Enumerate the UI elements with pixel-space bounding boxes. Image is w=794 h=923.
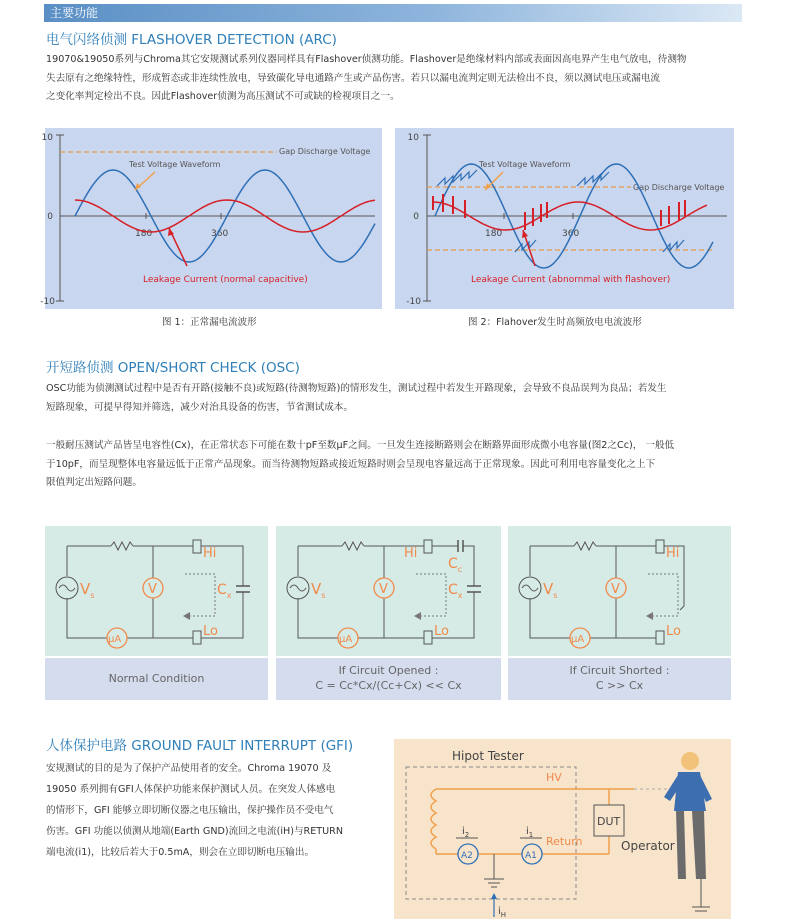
ammeter-label: µA bbox=[339, 634, 353, 645]
fig2-y-bot: -10 bbox=[406, 297, 421, 307]
gfi-line-1: 安规测试的目的是为了保护产品使用者的安全。Chroma 19070 及 bbox=[46, 763, 332, 774]
figure-2-caption: 图 2：Flahover发生时高频放电电流波形 bbox=[468, 317, 642, 328]
circuit-normal-diagram bbox=[45, 526, 268, 656]
circuit-shorted-diagram bbox=[508, 526, 731, 656]
voltmeter-label: V bbox=[148, 582, 157, 597]
current-i2-label: $i_2$ bbox=[462, 826, 470, 839]
fig2-leak-label: Leakage Current (abnornmal with flashover) bbox=[471, 275, 671, 285]
operator-figure-icon bbox=[664, 752, 712, 911]
label-shorted-line-2: C >> Cx bbox=[595, 679, 644, 692]
figure-1-panel bbox=[40, 128, 382, 309]
section-header-title: 主要功能 bbox=[50, 6, 99, 20]
vs-label: $V_s$ bbox=[311, 580, 326, 600]
fig1-y-mid: 0 bbox=[47, 212, 53, 222]
fig2-flashover-bars bbox=[433, 194, 685, 230]
vs-label: $V_s$ bbox=[80, 580, 95, 600]
label-opened-panel bbox=[276, 658, 501, 700]
current-flow-arrowhead bbox=[646, 612, 653, 620]
figure-1-caption: 图 1：正常漏电流波形 bbox=[162, 317, 257, 328]
gfi-line-4: 伤害。GFI 功能以侦测从地端(Earth GND)流回之电流(iH)与RETURN bbox=[46, 826, 344, 837]
hi-label: Hi bbox=[203, 546, 217, 561]
fig2-gap-label: Gap Discharge Voltage bbox=[633, 183, 725, 192]
osc-p1-line-1: OSC功能为侦测测试过程中是否有开路(接触不良)或短路(待测物短路)的情形发生，测试过程中若发生开路现象，会导致不良品误判为良品；若发生 bbox=[46, 383, 667, 394]
circuit-shorted-panel bbox=[508, 526, 731, 656]
fig2-spikes-1 bbox=[437, 170, 477, 186]
current-flow-path bbox=[416, 574, 446, 616]
label-shorted-panel bbox=[508, 658, 731, 700]
hv-label: HV bbox=[546, 771, 562, 784]
fig1-y-top: 10 bbox=[41, 133, 53, 143]
lo-label: Lo bbox=[203, 624, 218, 639]
circuit-opened-panel bbox=[276, 526, 501, 656]
voltmeter-label: V bbox=[379, 582, 388, 597]
hipot-tester-label: Hipot Tester bbox=[452, 749, 524, 763]
fig1-y-bot: -10 bbox=[40, 297, 55, 307]
arc-line-3: 之变化率判定检出不良。因此Flashover侦测为高压测试不可或缺的检视项目之一。 bbox=[46, 91, 400, 102]
hi-terminal-icon bbox=[656, 540, 664, 553]
figure-2-panel bbox=[395, 128, 734, 309]
gfi-line-2: 19050 系列拥有GFI人体保护功能来保护测试人员。在突发人体感电 bbox=[46, 784, 336, 795]
lo-label: Lo bbox=[434, 624, 449, 639]
fig2-y-mid: 0 bbox=[413, 212, 419, 222]
osc-p2-line-3: 限值判定出短路问题。 bbox=[46, 477, 142, 488]
gfi-line-3: 的情形下，GFI 能够立即切断仪器之电压输出，保护操作员不受电气 bbox=[46, 805, 334, 816]
cc-label: $C_c$ bbox=[448, 556, 463, 574]
ammeter-a2-label: A2 bbox=[461, 851, 473, 861]
fig1-wave-label: Test Voltage Waveform bbox=[129, 160, 221, 169]
ammeter-a1-label: A1 bbox=[525, 851, 537, 861]
dut-label: DUT bbox=[597, 815, 621, 828]
transformer-coil-icon bbox=[431, 789, 436, 849]
fig2-y-top: 10 bbox=[407, 133, 419, 143]
ground-icon bbox=[484, 879, 504, 887]
hi-terminal-icon bbox=[193, 540, 201, 553]
fig2-leak-arrowhead bbox=[522, 230, 528, 238]
cx-label: $C_x$ bbox=[217, 582, 232, 600]
osc-p2-line-2: 于10pF，而呈现整体电容量远低于正常产品现象。而当待测物短路或接近短路时则会呈现电容量远高于正常现象。因此可利用电容量变化之上下 bbox=[46, 458, 656, 470]
lo-terminal-icon bbox=[656, 631, 664, 644]
return-label: Return bbox=[546, 835, 583, 848]
current-i1-label: $i_1$ bbox=[526, 826, 534, 839]
current-flow-path bbox=[648, 574, 678, 616]
fig1-leak-label: Leakage Current (normal capacitive) bbox=[143, 275, 308, 285]
current-flow-arrowhead bbox=[414, 612, 421, 620]
arc-line-2: 失去原有之绝缘特性，形成暂态或非连续性放电，导致碳化导电通路产生或产品伤害。若只以漏电流判定则无法检出不良，须以测试电压或漏电流 bbox=[46, 72, 660, 84]
osc-paragraph-2 bbox=[46, 437, 746, 493]
cx-label: $C_x$ bbox=[448, 582, 463, 600]
label-opened-line-1: If Circuit Opened : bbox=[338, 664, 439, 677]
osc-paragraph-1 bbox=[46, 380, 746, 417]
current-flow-arrowhead bbox=[183, 612, 190, 620]
lo-terminal-icon bbox=[193, 631, 201, 644]
osc-section-title: 开短路侦测 OPEN/SHORT CHECK (OSC) bbox=[46, 360, 300, 376]
lo-label: Lo bbox=[666, 624, 681, 639]
label-normal-panel bbox=[45, 658, 268, 700]
circuit-normal-panel bbox=[45, 526, 268, 656]
gfi-line-5: 端电流(i1)，比较后若大于0.5mA，则会在立即切断电压输出。 bbox=[46, 847, 315, 858]
fig2-x-360: 360 bbox=[562, 229, 580, 239]
arc-section-title: 电气闪络侦测 FLASHOVER DETECTION (ARC) bbox=[46, 32, 337, 48]
fig1-leak-arrowhead bbox=[168, 228, 174, 236]
gfi-section-title: 人体保护电路 GROUND FAULT INTERRUPT (GFI) bbox=[46, 738, 354, 754]
figure-2-chart bbox=[395, 128, 734, 309]
circuit-opened-diagram bbox=[276, 526, 501, 656]
fig1-x-180: 180 bbox=[135, 229, 153, 239]
osc-p1-line-2: 短路现象，可提早得知并筛选，减少对治具设备的伤害，节省测试成本。 bbox=[46, 401, 353, 413]
operator-label: Operator bbox=[621, 839, 675, 853]
fig2-spikes-2 bbox=[577, 172, 609, 186]
fig1-wave-arrowhead bbox=[135, 183, 141, 190]
figure-1-chart bbox=[40, 128, 382, 309]
label-opened-line-2: C = Cc*Cx/(Cc+Cx) << Cx bbox=[315, 679, 462, 692]
current-flow-path bbox=[185, 574, 215, 616]
gfi-diagram-panel bbox=[394, 739, 731, 919]
vs-label: $V_s$ bbox=[543, 580, 558, 600]
current-ih-label: $i_H$ bbox=[498, 906, 507, 919]
hi-label: Hi bbox=[404, 546, 418, 561]
hi-label: Hi bbox=[666, 546, 680, 561]
label-normal: Normal Condition bbox=[108, 672, 205, 685]
fig2-x-180: 180 bbox=[485, 229, 503, 239]
fig1-x-360: 360 bbox=[211, 229, 229, 239]
voltmeter-label: V bbox=[611, 582, 620, 597]
arc-line-1: 19070&19050系列与Chroma其它安规测试系列仪器同样具有Flashover侦测功能。Flashover是绝缘材料内部或表面因高电界产生电气放电，待测物 bbox=[46, 54, 687, 65]
hi-terminal-icon bbox=[424, 540, 432, 553]
gfi-paragraph bbox=[46, 758, 376, 863]
arc-paragraph bbox=[46, 51, 746, 107]
fig1-gap-label: Gap Discharge Voltage bbox=[279, 147, 371, 156]
section-header-bar bbox=[44, 4, 742, 22]
osc-p2-line-1: 一般耐压测试产品皆呈电容性(Cx)，在正常状态下可能在数十pF至数µF之间。一旦发生连接断路则会在断路界面形成微小电容量(图2之Cc)， 一般低 bbox=[46, 440, 675, 451]
ammeter-label: µA bbox=[571, 634, 585, 645]
label-shorted-line-1: If Circuit Shorted : bbox=[569, 664, 670, 677]
gfi-diagram bbox=[394, 739, 731, 919]
ammeter-label: µA bbox=[108, 634, 122, 645]
lo-terminal-icon bbox=[424, 631, 432, 644]
fig2-wave-label: Test Voltage Waveform bbox=[479, 160, 571, 169]
